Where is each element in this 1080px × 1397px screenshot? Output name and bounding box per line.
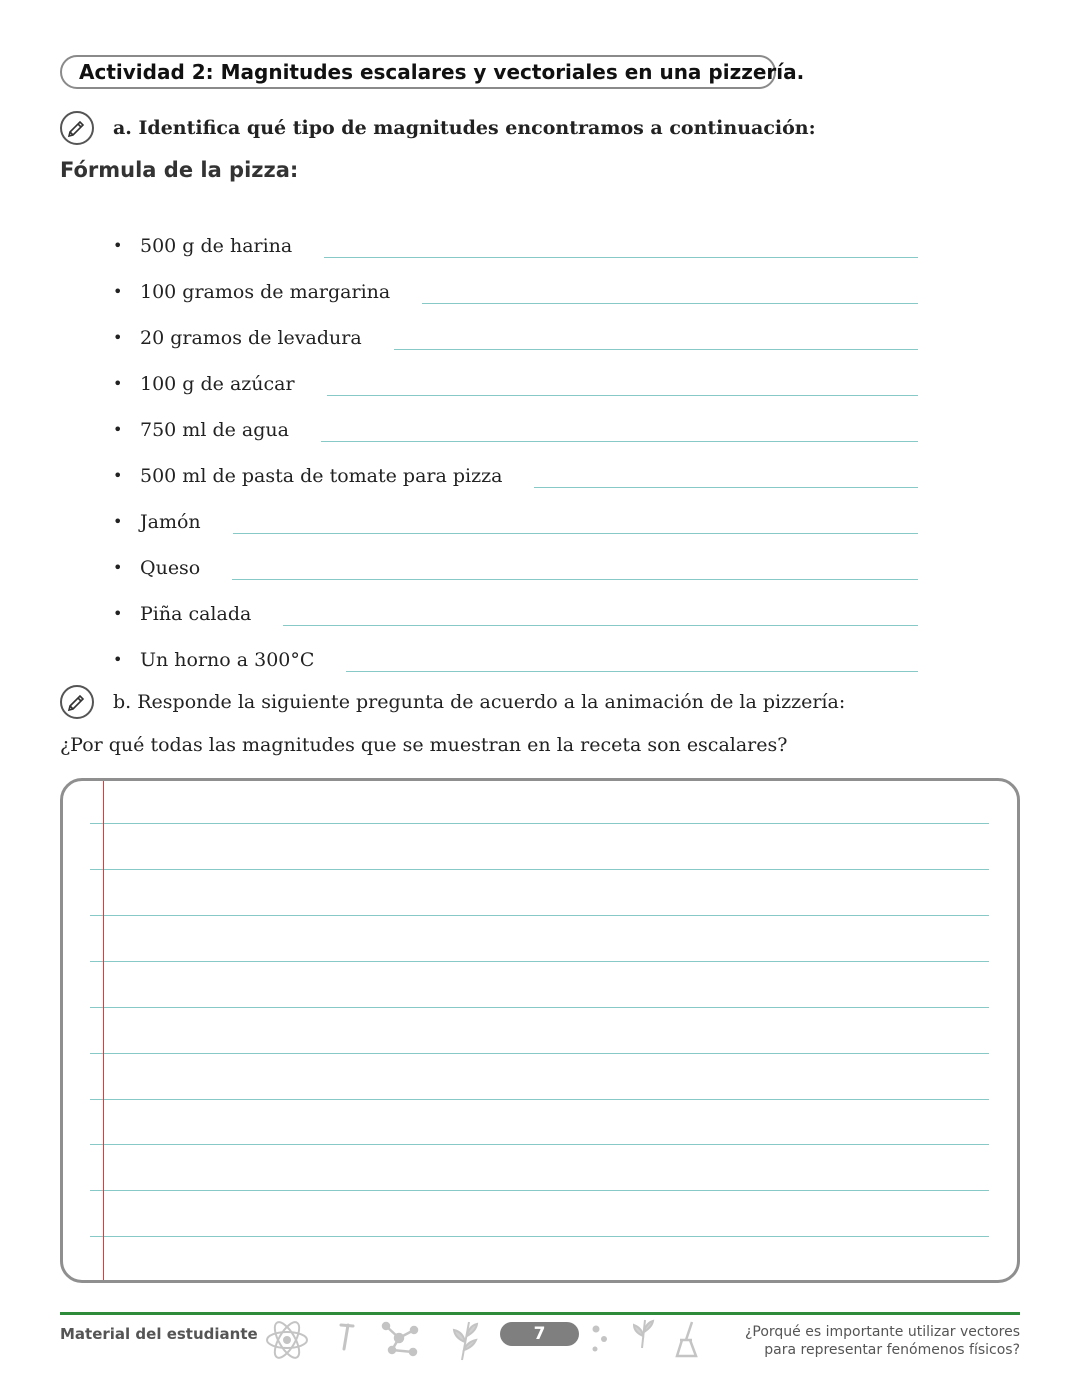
ingredient-label: 20 gramos de levadura <box>140 327 362 349</box>
notebook-line <box>90 823 989 824</box>
atom-icon <box>267 1319 307 1362</box>
ingredient-item <box>113 442 918 488</box>
bullet: • <box>113 604 123 623</box>
footer-label: Material del estudiante <box>60 1325 258 1343</box>
ingredient-label: 500 ml de pasta de tomate para pizza <box>140 465 503 487</box>
bullet: • <box>113 236 123 255</box>
activity-title: Actividad 2: Magnitudes escalares y vectoriales en una pizzería. <box>60 55 776 89</box>
flask-icon <box>677 1322 696 1356</box>
footer-decorations <box>262 1318 722 1364</box>
ingredient-item <box>113 350 918 396</box>
ingredient-item <box>113 534 918 580</box>
footer-title-line2: para representar fenómenos físicos? <box>764 1342 1020 1358</box>
ingredient-item <box>113 626 918 672</box>
notebook-line <box>90 1099 989 1100</box>
footer-rule <box>60 1312 1020 1315</box>
question-text: ¿Por qué todas las magnitudes que se muestran en la receta son escalares? <box>60 734 788 756</box>
plant-icon <box>634 1320 653 1348</box>
instruction-a <box>60 111 816 145</box>
notebook-line <box>90 1190 989 1191</box>
notebook-line <box>90 1007 989 1008</box>
pencil-icon <box>60 111 94 145</box>
ingredient-label: Queso <box>140 557 201 579</box>
ingredient-label: 100 gramos de margarina <box>140 281 391 303</box>
instruction-a-text: a. Identifica qué tipo de magnitudes encontramos a continuación: <box>113 117 816 139</box>
bullet: • <box>113 650 123 669</box>
ingredient-item <box>113 212 918 258</box>
bullet: • <box>113 328 123 347</box>
bullet: • <box>113 420 123 439</box>
section-heading: Fórmula de la pizza: <box>60 158 299 182</box>
plant-icon <box>454 1322 477 1360</box>
answer-line[interactable] <box>232 579 918 580</box>
answer-line[interactable] <box>233 533 918 534</box>
dots-icon <box>593 1326 608 1352</box>
ingredient-label: Un horno a 300°C <box>140 649 315 671</box>
answer-line[interactable] <box>327 395 918 396</box>
answer-line[interactable] <box>321 441 918 442</box>
ingredient-item <box>113 396 918 442</box>
ingredient-item <box>113 488 918 534</box>
answer-line[interactable] <box>283 625 918 626</box>
bullet: • <box>113 512 123 531</box>
notebook-line <box>90 1053 989 1054</box>
molecule-icon <box>383 1323 417 1355</box>
answer-box[interactable] <box>60 778 1020 1283</box>
ingredient-label: 500 g de harina <box>140 235 293 257</box>
ingredient-list <box>113 212 918 672</box>
page-number: 7 <box>500 1322 579 1346</box>
answer-line[interactable] <box>324 257 918 258</box>
bullet: • <box>113 282 123 301</box>
notebook-line <box>90 869 989 870</box>
footer-title <box>745 1323 1020 1359</box>
ingredient-label: Jamón <box>140 511 201 533</box>
instruction-b-text: b. Responde la siguiente pregunta de acuerdo a la animación de la pizzería: <box>113 691 846 713</box>
ingredient-label: 750 ml de agua <box>140 419 289 441</box>
bullet: • <box>113 466 123 485</box>
notebook-margin-line <box>103 781 104 1280</box>
notebook-line <box>90 915 989 916</box>
ingredient-item <box>113 304 918 350</box>
instruction-b <box>60 685 845 719</box>
ingredient-label: 100 g de azúcar <box>140 373 295 395</box>
test-tube-icon <box>341 1325 353 1349</box>
bullet: • <box>113 374 123 393</box>
ingredient-item <box>113 580 918 626</box>
answer-line[interactable] <box>346 671 918 672</box>
footer-title-line1: ¿Porqué es importante utilizar vectores <box>744 1324 1020 1340</box>
bullet: • <box>113 558 123 577</box>
ingredient-label: Piña calada <box>140 603 252 625</box>
answer-line[interactable] <box>422 303 918 304</box>
answer-line[interactable] <box>534 487 918 488</box>
pencil-icon <box>60 685 94 719</box>
ingredient-item <box>113 258 918 304</box>
notebook-line <box>90 961 989 962</box>
notebook-line <box>90 1144 989 1145</box>
answer-line[interactable] <box>394 349 918 350</box>
notebook-line <box>90 1236 989 1237</box>
